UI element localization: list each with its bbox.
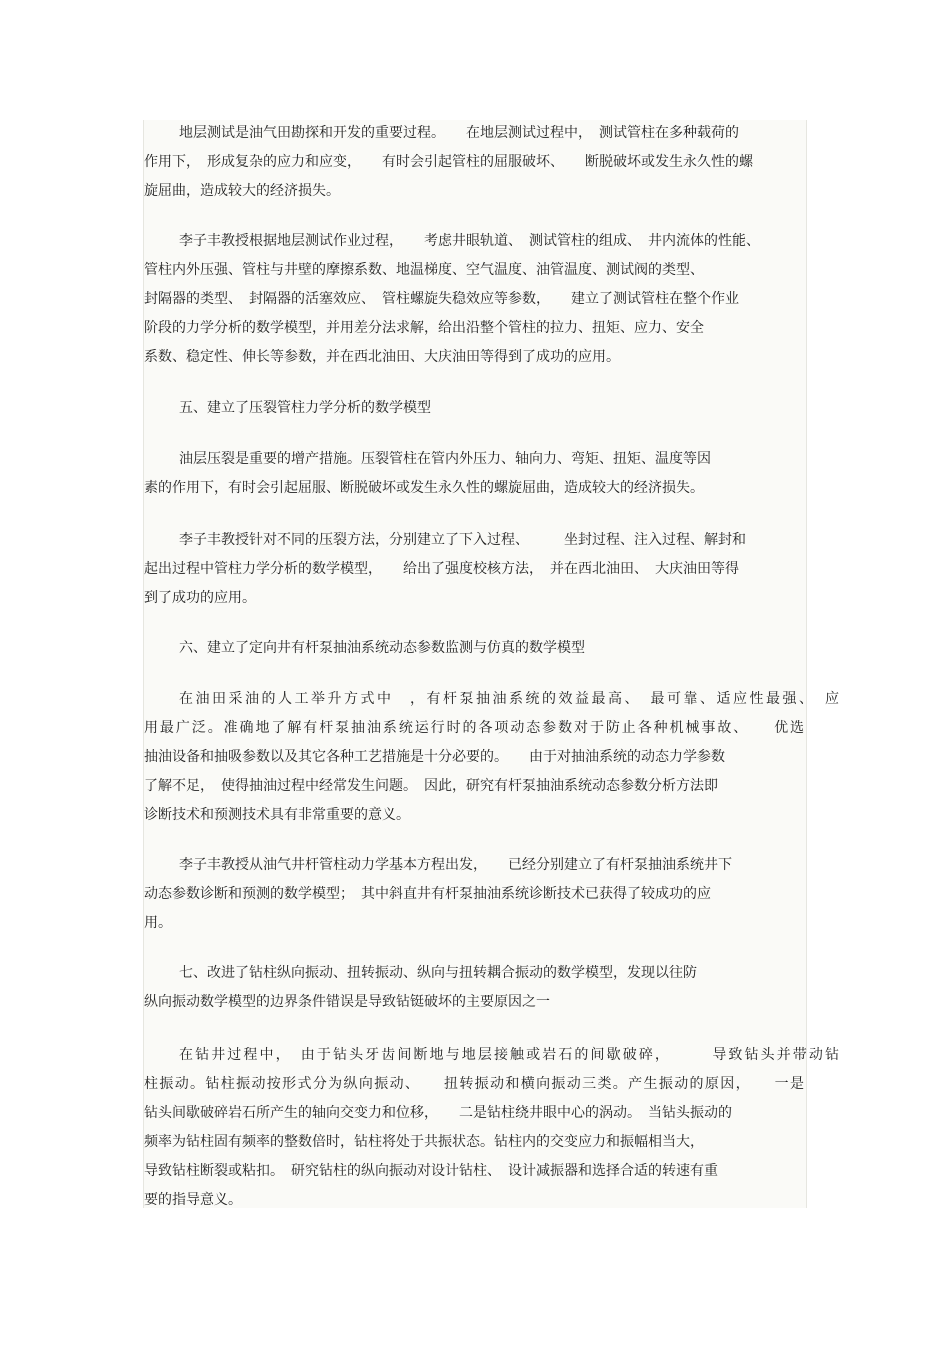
text-line: 钻头间歇破碎岩石所产生的轴向交变力和位移， 二是钻柱绕井眼中心的涡动。 当钻头振动的 <box>144 1105 732 1121</box>
text-line: 管柱内外压强、管柱与井壁的摩擦系数、地温梯度、空气温度、油管温度、测试阀的类型、 <box>144 262 704 278</box>
text-line: 地层测试是油气田勘探和开发的重要过程。 在地层测试过程中， 测试管柱在多种载荷的 <box>179 125 739 141</box>
text-line: 柱振动。钻柱振动按形式分为纵向振动、 扭转振动和横向振动三类。产生振动的原因， 一是 <box>144 1076 804 1092</box>
text-line: 要的指导意义。 <box>144 1192 242 1208</box>
text-line: 用最广泛。准确地了解有杆泵抽油系统运行时的各项动态参数对于防止各种机械事故、 优选 <box>144 720 804 736</box>
text-line: 用。 <box>144 915 172 931</box>
text-line: 导致钻柱断裂或粘扣。 研究钻柱的纵向振动对设计钻柱、 设计减振器和选择合适的转速有重 <box>144 1163 718 1179</box>
section-heading: 五、建立了压裂管柱力学分析的数学模型 <box>179 400 431 416</box>
text-line: 封隔器的类型、 封隔器的活塞效应、 管柱螺旋失稳效应等参数， 建立了测试管柱在整个作业 <box>144 291 739 307</box>
paragraph-formation-testing-model <box>144 227 808 372</box>
section-heading-6 <box>144 634 808 663</box>
text-line: 抽油设备和抽吸参数以及其它各种工艺措施是十分必要的。 由于对抽油系统的动态力学参数 <box>144 749 725 765</box>
text-line: 旋屈曲，造成较大的经济损失。 <box>144 183 340 199</box>
text-line: 李子丰教授针对不同的压裂方法，分别建立了下入过程、 坐封过程、注入过程、解封和 <box>179 532 746 548</box>
paragraph-rod-pump-intro <box>144 685 839 830</box>
text-line: 了解不足， 使得抽油过程中经常发生问题。 因此，研究有杆泵抽油系统动态参数分析方法即 <box>144 778 718 794</box>
paragraph-fracturing-model <box>144 526 808 613</box>
text-line: 起出过程中管柱力学分析的数学模型， 给出了强度校核方法， 并在西北油田、 大庆油田等得 <box>144 561 739 577</box>
text-line: 作用下， 形成复杂的应力和应变， 有时会引起管柱的屈服破坏、 断脱破坏或发生永久性的螺 <box>144 154 753 170</box>
section-heading: 七、改进了钻柱纵向振动、扭转振动、纵向与扭转耦合振动的数学模型，发现以往防 <box>179 965 697 981</box>
text-line: 系数、稳定性、伸长等参数，并在西北油田、大庆油田等得到了成功的应用。 <box>144 349 620 365</box>
text-line: 动态参数诊断和预测的数学模型； 其中斜直井有杆泵抽油系统诊断技术已获得了较成功的应 <box>144 886 711 902</box>
text-line: 李子丰教授根据地层测试作业过程， 考虑井眼轨道、 测试管柱的组成、 井内流体的性能、 <box>179 233 760 249</box>
section-heading: 六、建立了定向井有杆泵抽油系统动态参数监测与仿真的数学模型 <box>179 640 585 656</box>
text-line: 在油田采油的人工举升方式中 ，有杆泵抽油系统的效益最高、 最可靠、适应性最强、 应 <box>179 691 839 707</box>
text-line: 油层压裂是重要的增产措施。压裂管柱在管内外压力、轴向力、弯矩、扭矩、温度等因 <box>179 451 711 467</box>
text-line: 诊断技术和预测技术具有非常重要的意义。 <box>144 807 410 823</box>
section-heading-7 <box>144 959 808 1017</box>
paragraph-fracturing-intro <box>144 445 808 503</box>
section-heading-5 <box>144 394 808 423</box>
text-line: 李子丰教授从油气井杆管柱动力学基本方程出发， 已经分别建立了有杆泵抽油系统井下 <box>179 857 732 873</box>
text-line: 到了成功的应用。 <box>144 590 256 606</box>
text-line: 素的作用下，有时会引起屈服、断脱破坏或发生永久性的螺旋屈曲，造成较大的经济损失。 <box>144 480 704 496</box>
text-line: 在钻井过程中， 由于钻头牙齿间断地与地层接触或岩石的间歇破碎， 导致钻头并带动钻 <box>179 1047 839 1063</box>
section-heading: 纵向振动数学模型的边界条件错误是导致钻铤破坏的主要原因之一 <box>144 994 550 1010</box>
document-body <box>143 120 839 1208</box>
paragraph-formation-testing-intro <box>144 119 808 206</box>
text-line: 频率为钻柱固有频率的整数倍时，钻柱将处于共振状态。钻柱内的交变应力和振幅相当大， <box>144 1134 704 1150</box>
paragraph-rod-pump-model <box>144 851 808 938</box>
text-line: 阶段的力学分析的数学模型，并用差分法求解，给出沿整个管柱的拉力、扭矩、应力、安全 <box>144 320 704 336</box>
paragraph-drill-string-vibration <box>144 1041 839 1215</box>
